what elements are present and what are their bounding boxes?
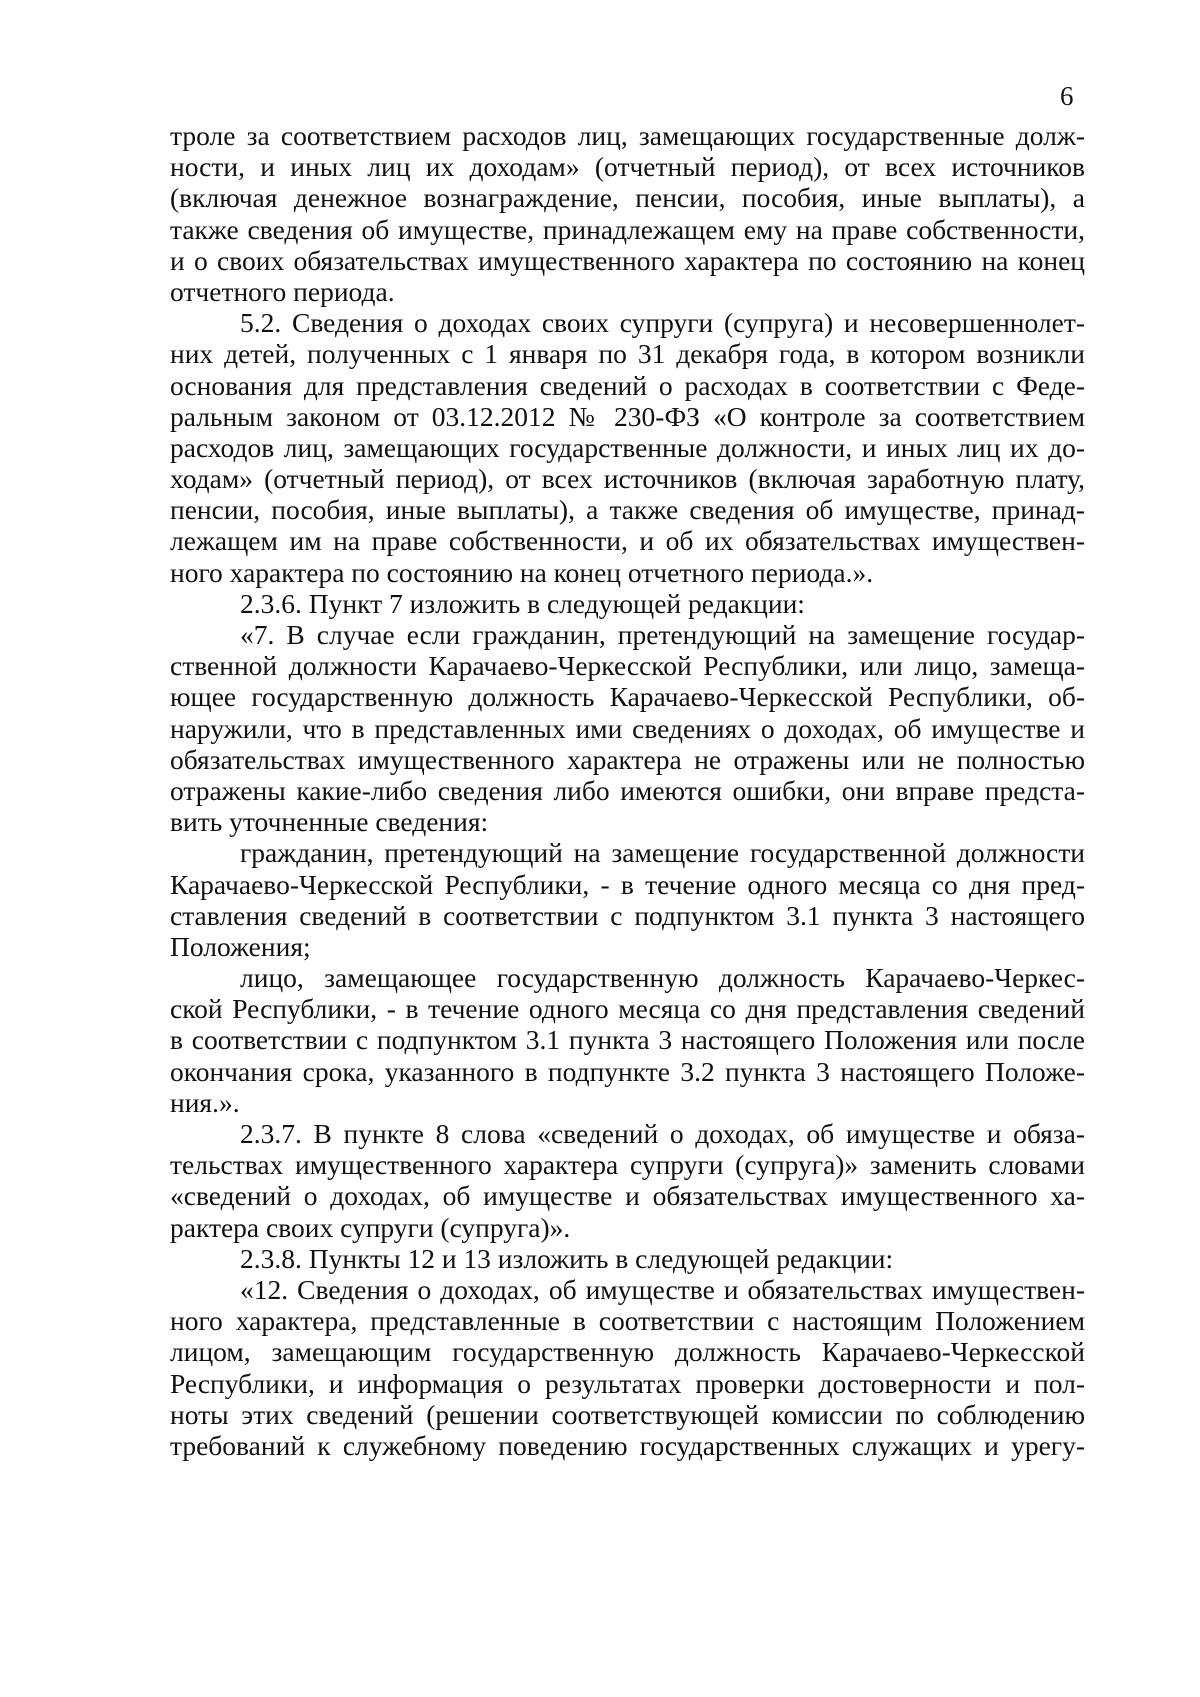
- text-line: вить уточненные сведения:: [170, 806, 489, 838]
- text-line: ющее государственную должность Карачаево-Черкесской Республики, об-: [170, 681, 1085, 713]
- text-line: также сведения об имуществе, принадлежащем ему на праве собственности,: [170, 213, 1085, 245]
- text-line: требований к служебному поведению государственных служащих и урегу-: [170, 1429, 1085, 1461]
- text-line: отражены какие-либо сведения либо имеются ошибки, они вправе предста-: [170, 774, 1085, 806]
- text-line: ноты этих сведений (решении соответствующей комиссии по соблюдению: [170, 1398, 1085, 1430]
- text-line: гражданин, претендующий на замещение государственной должности: [240, 837, 1085, 869]
- text-line: ности, и иных лиц их доходам» (отчетный период), от всех источников: [170, 151, 1085, 183]
- text-line: троле за соответствием расходов лиц, замещающих государственные долж-: [170, 120, 1085, 151]
- text-line: «сведений о доходах, об имуществе и обязательствах имущественного ха-: [170, 1180, 1085, 1212]
- text-line: Республики, и информация о результатах проверки достоверности и пол-: [170, 1367, 1085, 1399]
- text-line: «12. Сведения о доходах, об имуществе и обязательствах имуществен-: [240, 1273, 1085, 1305]
- text-line: ской Республики, - в течение одного месяца со дня представления сведений: [170, 993, 1085, 1025]
- text-line: ственной должности Карачаево-Черкесской Республики, или лицо, замеща-: [170, 650, 1085, 682]
- text-line: обязательствах имущественного характера не отражены или не полностью: [170, 743, 1085, 775]
- text-line: 2.3.6. Пункт 7 изложить в следующей редакции:: [240, 587, 805, 619]
- text-line: окончания срока, указанного в подпункте 3.2 пункта 3 настоящего Положе-: [170, 1055, 1085, 1087]
- text-line: 2.3.8. Пункты 12 и 13 изложить в следующей редакции:: [240, 1242, 894, 1274]
- text-line: Карачаево-Черкесской Республики, - в течение одного месяца со дня пред-: [170, 868, 1085, 900]
- text-line: и о своих обязательствах имущественного характера по состоянию на конец: [170, 244, 1085, 276]
- text-line: лежащем им на праве собственности, и об их обязательствах имуществен-: [170, 525, 1085, 557]
- text-line: лицо, замещающее государственную должность Карачаево-Черкес-: [240, 962, 1085, 994]
- text-line: тельствах имущественного характера супруги (супруга)» заменить словами: [170, 1149, 1085, 1181]
- text-line: наружили, что в представленных ими сведениях о доходах, об имуществе и: [170, 712, 1085, 744]
- text-line: расходов лиц, замещающих государственные должности, и иных лиц их до-: [170, 431, 1085, 463]
- text-line: ральным законом от 03.12.2012 № 230-ФЗ «О контроле за соответствием: [170, 400, 1085, 432]
- text-line: ставления сведений в соответствии с подпунктом 3.1 пункта 3 настоящего: [170, 899, 1085, 931]
- text-line: основания для представления сведений о расходах в соответствии с Феде-: [170, 369, 1085, 401]
- document-body: [170, 120, 1085, 1461]
- text-line: ного характера по состоянию на конец отчетного периода.».: [170, 556, 874, 588]
- text-line: них детей, полученных с 1 января по 31 декабря года, в котором возникли: [170, 338, 1085, 370]
- text-line: в соответствии с подпунктом 3.1 пункта 3 настоящего Положения или после: [170, 1024, 1085, 1056]
- text-line: ного характера, представленные в соответствии с настоящим Положением: [170, 1305, 1085, 1337]
- text-line: рактера своих супруги (супруга)».: [170, 1211, 571, 1243]
- text-line: 5.2. Сведения о доходах своих супруги (супруга) и несовершеннолет-: [240, 307, 1085, 339]
- page-number: 6: [1060, 81, 1074, 111]
- text-line: лицом, замещающим государственную должность Карачаево-Черкесской: [170, 1336, 1085, 1368]
- text-line: ходам» (отчетный период), от всех источников (включая заработную плату,: [170, 463, 1085, 495]
- text-line: 2.3.7. В пункте 8 слова «сведений о доходах, об имуществе и обяза-: [240, 1118, 1085, 1149]
- text-line: (включая денежное вознаграждение, пенсии, пособия, иные выплаты), а: [170, 182, 1085, 214]
- text-line: Положения;: [170, 930, 311, 962]
- text-line: отчетного периода.: [170, 275, 395, 307]
- text-line: пенсии, пособия, иные выплаты), а также сведения об имуществе, принад-: [170, 494, 1085, 526]
- text-line: ния.».: [170, 1086, 240, 1118]
- text-line: «7. В случае если гражданин, претендующий на замещение государ-: [240, 619, 1085, 650]
